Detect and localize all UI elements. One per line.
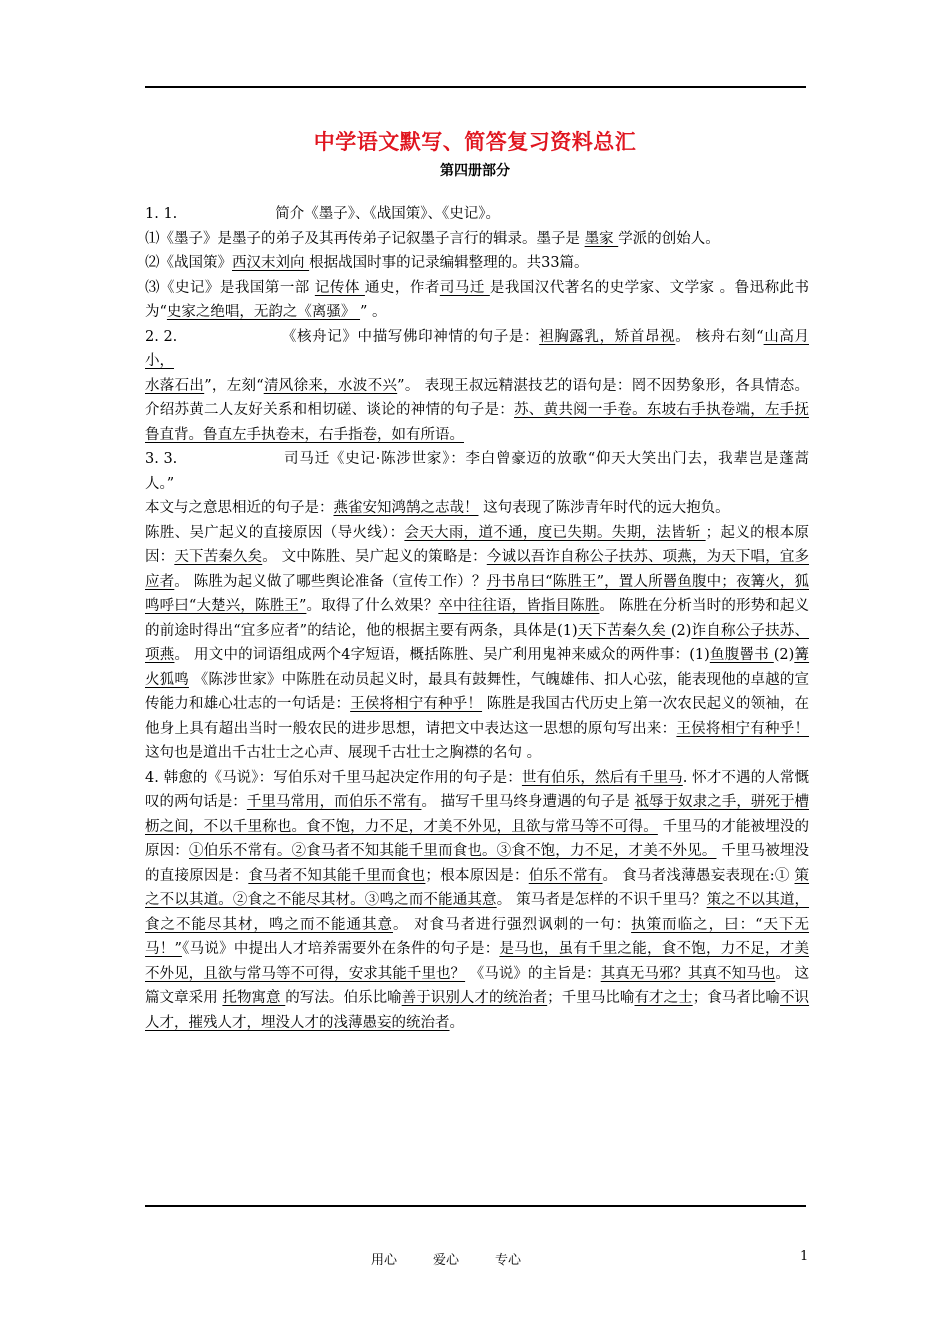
- item-1-heading: 1. 1. 简介《墨子》、《战国策》、《史记》。: [145, 206, 501, 222]
- item-1-line-2: ⑵《战国策》西汉末刘向 根据战国时事的记录编辑整理的。共33篇。: [145, 255, 589, 271]
- header-rule: [145, 86, 806, 88]
- footer-word-3: 专心: [495, 1253, 522, 1268]
- document-subtitle: 第四册部分: [440, 163, 510, 179]
- document-title: 中学语文默写、简答复习资料总汇: [313, 129, 637, 154]
- item-1-line-1: ⑴《墨子》是墨子的弟子及其再传弟子记叙墨子言行的辑录。墨子是 墨家 学派的创始人。: [145, 230, 720, 247]
- item-2-paragraph: 2. 2. 《核舟记》中描写佛印神情的句子是：袒胸露乳，矫首昂视。 核舟右刻“山高月小， 水落石出”，左刻“清风徐来，水波不兴”。 表现王叔远精湛技艺的语句是：罔不因势象形，各具情态。 介绍苏黄二人友好关系和相切磋、谈论的神情的句子是：苏、黄共阅一手卷。东坡右手执卷端，左手抚鲁直背。鲁直左手执卷末，右手指卷，如有所语。: [145, 328, 810, 443]
- item-1-line-3: ⑶《史记》是我国第一部 记传体 通史，作者司马迁 是我国汉代著名的史学家、文学家 。鲁迅称此书为“史家之绝唱，无韵之《离骚》 ” 。: [145, 279, 810, 320]
- item-4-paragraph: 4. 韩愈的《马说》：写伯乐对千里马起决定作用的句子是：世有伯乐，然后有千里马. 怀才不遇的人常慨叹的两句话是：千里马常用，而伯乐不常有。 描写千里马终身遭遇的句子是 祗辱于奴隶之手，骈死于槽枥之间，不以千里称也。食不饱，力不足，才美不外见，且欲与常马等不可得。 千里马的才能被埋没的原因：①伯乐不常有。②食马者不知其能千里而食也。③食不饱，力不足，才美不外见。 千里马被埋没的直接原因是：食马者不知其能千里而食也；根本原因是：伯乐不常有。 食马者浅薄愚妄表现在:① 策之不以其道。②食之不能尽其材。③鸣之而不能通其意。 策马者是怎样的不识千里马？策之不以其道，食之不能尽其材，鸣之而不能通其意。 对食马者进行强烈讽刺的一句：执策而临之，曰：“天下无马！”《马说》中提出人才培养需要外在条件的句子是：是马也，虽有千里之能，食不饱，力不足，才美不外见，且欲与常马等不可得，安求其能千里也？ 《马说》的主旨是：其真无马邪？其真不知马也。 这篇文章采用 托物寓意 的写法。伯乐比喻善于识别人才的统治者；千里马比喻有才之士；食马者比喻不识人才，摧残人才，埋没人才的浅薄愚妄的统治者。: [145, 769, 810, 1031]
- page-number: 1: [800, 1249, 809, 1264]
- document-body: [145, 202, 809, 1035]
- item-3-paragraph: 本文与之意思相近的句子是：燕雀安知鸿鹄之志哉！ 这句表现了陈涉青年时代的远大抱负。 陈胜、吴广起义的直接原因（导火线）：会天大雨，道不通，度已失期。失期，法皆斩 ；起义的根本原因：天下苦秦久矣。 文中陈胜、吴广起义的策略是：今诚以吾诈自称公子扶苏、项燕，为天下唱，宜多应者。 陈胜为起义做了哪些舆论准备（宣传工作）？丹书帛曰“陈胜王”，置人所罾鱼腹中；夜篝火，狐鸣呼曰“大楚兴，陈胜王”。取得了什么效果？卒中往往语，皆指目陈胜。 陈胜在分析当时的形势和起义的前途时得出“宜多应者”的结论，他的根据主要有两条，具体是(1)天下苦秦久矣 (2)诈自称公子扶苏、项燕。 用文中的词语组成两个4字短语，概括陈胜、吴广利用鬼神来威众的两件事：(1)鱼腹罾书 (2)篝火狐鸣 《陈涉世家》中陈胜在动员起义时，最具有鼓舞性，气魄雄伟、扣人心弦，能表现他的卓越的宣传能力和雄心壮志的一句话是：王侯将相宁有种乎！ 陈胜是我国古代历史上第一次农民起义的领袖，在他身上具有超出当时一般农民的进步思想，请把文中表达这一思想的原句写出来：王侯将相宁有种乎！这句也是道出千古壮士之心声、展现千古壮士之胸襟的名句 。: [145, 500, 810, 761]
- footer-word-2: 爱心: [433, 1253, 460, 1268]
- footer-word-1: 用心: [371, 1253, 398, 1268]
- footer-rule: [145, 1205, 806, 1207]
- footer-motto: [371, 1249, 557, 1268]
- item-3-heading: 3. 3. 司马迁《史记·陈涉世家》：李白曾豪迈的放歌“仰天大笑出门去，我辈岂是蓬蒿人。”: [145, 451, 809, 492]
